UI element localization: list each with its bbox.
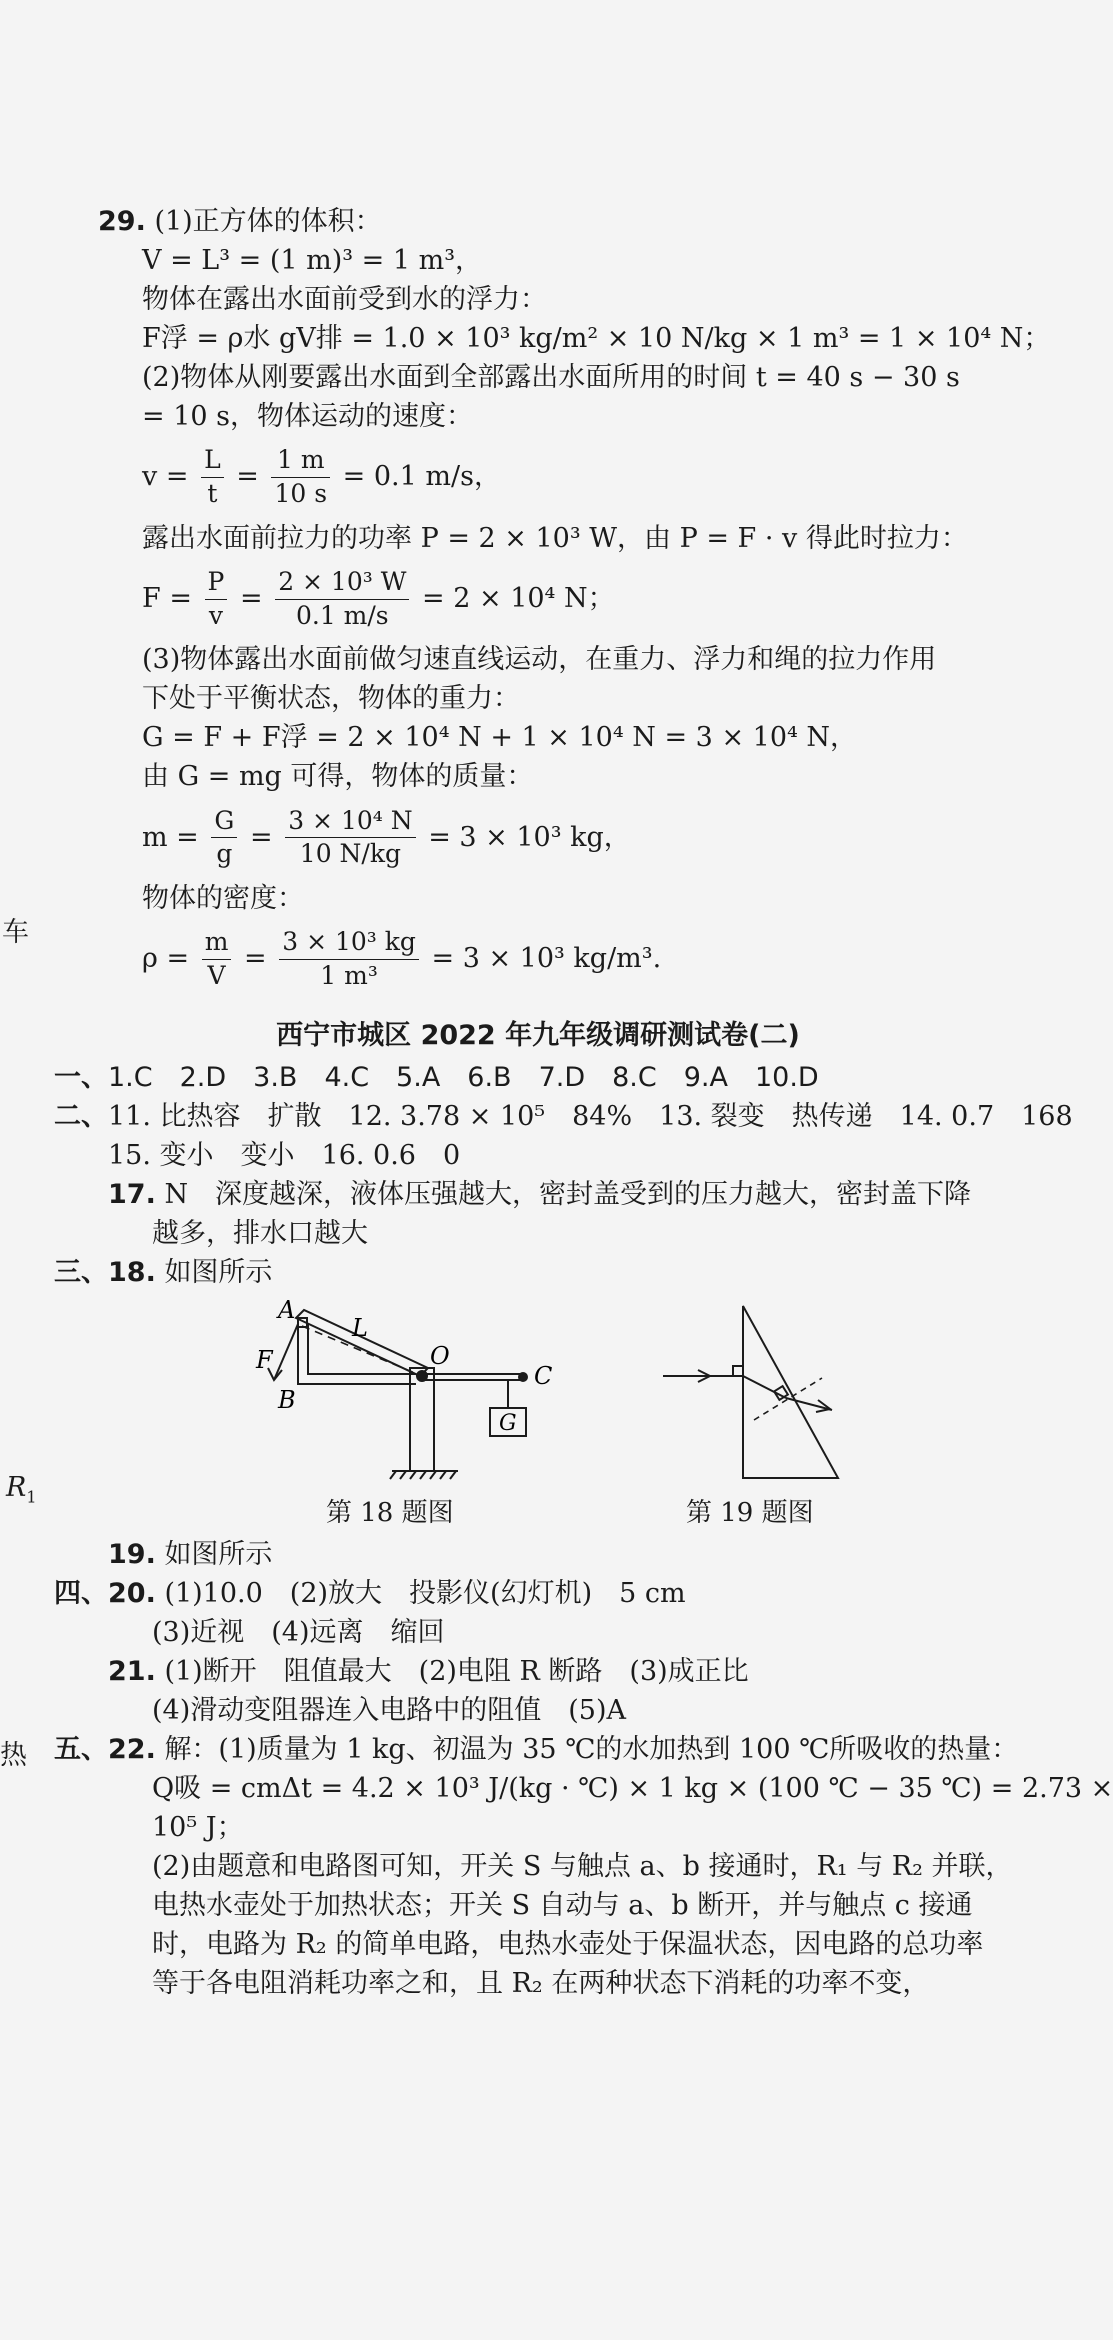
question-22: 五、22. 解：(1)质量为 1 kg、初温为 35 ℃的水加热到 100 ℃所吸收的热量： — [54, 1734, 1019, 1766]
side-char-car: 车 — [2, 917, 29, 948]
part2-line-2: = 10 s，物体运动的速度： — [142, 401, 474, 433]
section-1-answers: 一、1.C 2.D 3.B 4.C 5.A 6.B 7.D 8.C 9.A 10.D — [54, 1061, 819, 1093]
density-equation: ρ = $\frac{m}{V}$ = $\frac{\text{3 × 10³ kg}}{\text{1 m³}}$ = 3 × 10³ kg/m³. — [142, 927, 662, 990]
gravity-equation: G = F + F浮 = 2 × 10⁴ N + 1 × 10⁴ N = 3 × 10⁴ N， — [142, 722, 858, 754]
figure-18-19-diagram — [98, 1296, 978, 1531]
question-number: 29. — [98, 206, 146, 237]
figures-18-19 — [98, 1296, 978, 1531]
mass-intro: 由 G = mg 可得，物体的质量： — [142, 761, 534, 793]
question-22-line-2: Q吸 = cmΔt = 4.2 × 10³ J/(kg · ℃) × 1 kg × (100 ℃ − 35 ℃) = 2.73 × — [152, 1773, 1113, 1805]
part3-line-1: (3)物体露出水面前做匀速直线运动，在重力、浮力和绳的拉力作用 — [142, 644, 937, 676]
question-29 — [98, 206, 1051, 991]
question-20: 四、20. (1)10.0 (2)放大 投影仪(幻灯机) 5 cm — [54, 1577, 686, 1609]
label-G: G — [499, 1410, 517, 1436]
label-L: L — [352, 1313, 368, 1342]
side-label-r1: $R_1$ — [6, 1472, 37, 1507]
question-18: 三、18. 如图所示 — [54, 1256, 273, 1288]
question-22-line-3: 10⁵ J； — [152, 1812, 244, 1844]
question-17: 17. N 深度越深，液体压强越大，密封盖受到的压力越大，密封盖下降 — [108, 1178, 972, 1210]
question-22-line-4: (2)由题意和电路图可知，开关 S 与触点 a、b 接通时，R₁ 与 R₂ 并联， — [152, 1851, 1013, 1883]
question-22-line-5: 电热水壶处于加热状态；开关 S 自动与 a、b 断开，并与触点 c 接通 — [152, 1890, 973, 1922]
figure-18-lever — [268, 1310, 527, 1479]
volume-equation: V = L³ = (1 m)³ = 1 m³， — [142, 245, 483, 277]
label-C: C — [534, 1361, 553, 1390]
question-21: 21. (1)断开 阻值最大 (2)电阻 R 断路 (3)成正比 — [108, 1655, 749, 1687]
label-B: B — [278, 1385, 296, 1414]
label-O: O — [430, 1341, 450, 1370]
section-2-line-2: 15. 变小 变小 16. 0.6 0 — [108, 1139, 461, 1171]
answer-page — [54, 198, 1113, 2007]
part3-line-2: 下处于平衡状态，物体的重力： — [142, 683, 520, 715]
question-17-line-2: 越多，排水口越大 — [152, 1217, 368, 1249]
label-A: A — [278, 1295, 296, 1324]
figure-19-prism — [663, 1306, 838, 1478]
question-19: 19. 如图所示 — [108, 1538, 273, 1570]
figure-18-caption: 第 18 题图 — [326, 1497, 454, 1528]
mass-equation: m = $\frac{G}{g}$ = $\frac{\text{3 × 10⁴ N}}{10 N/kg}$ = 3 × 10³ kg， — [142, 805, 631, 869]
label-F: F — [256, 1345, 273, 1374]
section-2-line-1: 二、11. 比热容 扩散 12. 3.78 × 10⁵ 84% 13. 裂变 热传递 14. 0.7 168 — [54, 1100, 1073, 1132]
density-title: 物体的密度： — [142, 883, 304, 915]
velocity-equation: v = $\frac{L}{t}$ = $\frac{1 m}{10 s}$ = 0.1 m/s， — [142, 445, 501, 509]
question-22-line-6: 时，电路为 R₂ 的简单电路，电热水壶处于保温状态，因电路的总功率 — [152, 1929, 984, 1961]
buoyancy-equation: F浮 = ρ水 gV排 = 1.0 × 10³ kg/m² × 10 N/kg × 1 m³ = 1 × 10⁴ N； — [142, 323, 1051, 355]
power-line: 露出水面前拉力的功率 P = 2 × 10³ W，由 P = F · v 得此时拉力： — [142, 522, 968, 554]
side-char-heat: 热 — [0, 1740, 27, 1771]
figure-19-caption: 第 19 题图 — [686, 1497, 814, 1528]
question-20-line-2: (3)近视 (4)远离 缩回 — [152, 1616, 445, 1648]
question-22-line-7: 等于各电阻消耗功率之和，且 R₂ 在两种状态下消耗的功率不变， — [152, 1968, 930, 2000]
exam-heading: 西宁市城区 2022 年九年级调研测试卷(二) — [276, 1019, 800, 1051]
buoyancy-title: 物体在露出水面前受到水的浮力： — [142, 284, 547, 316]
part2-line-1: (2)物体从刚要露出水面到全部露出水面所用的时间 t = 40 s − 30 s — [142, 362, 960, 394]
question-21-line-2: (4)滑动变阻器连入电路中的阻值 (5)A — [152, 1695, 626, 1727]
part1-title: (1)正方体的体积： — [154, 206, 382, 237]
force-equation: F = $\frac{P}{v}$ = $\frac{\text{2 × 10³ W}}{0.1 m/s}$ = 2 × 10⁴ N； — [142, 566, 615, 630]
